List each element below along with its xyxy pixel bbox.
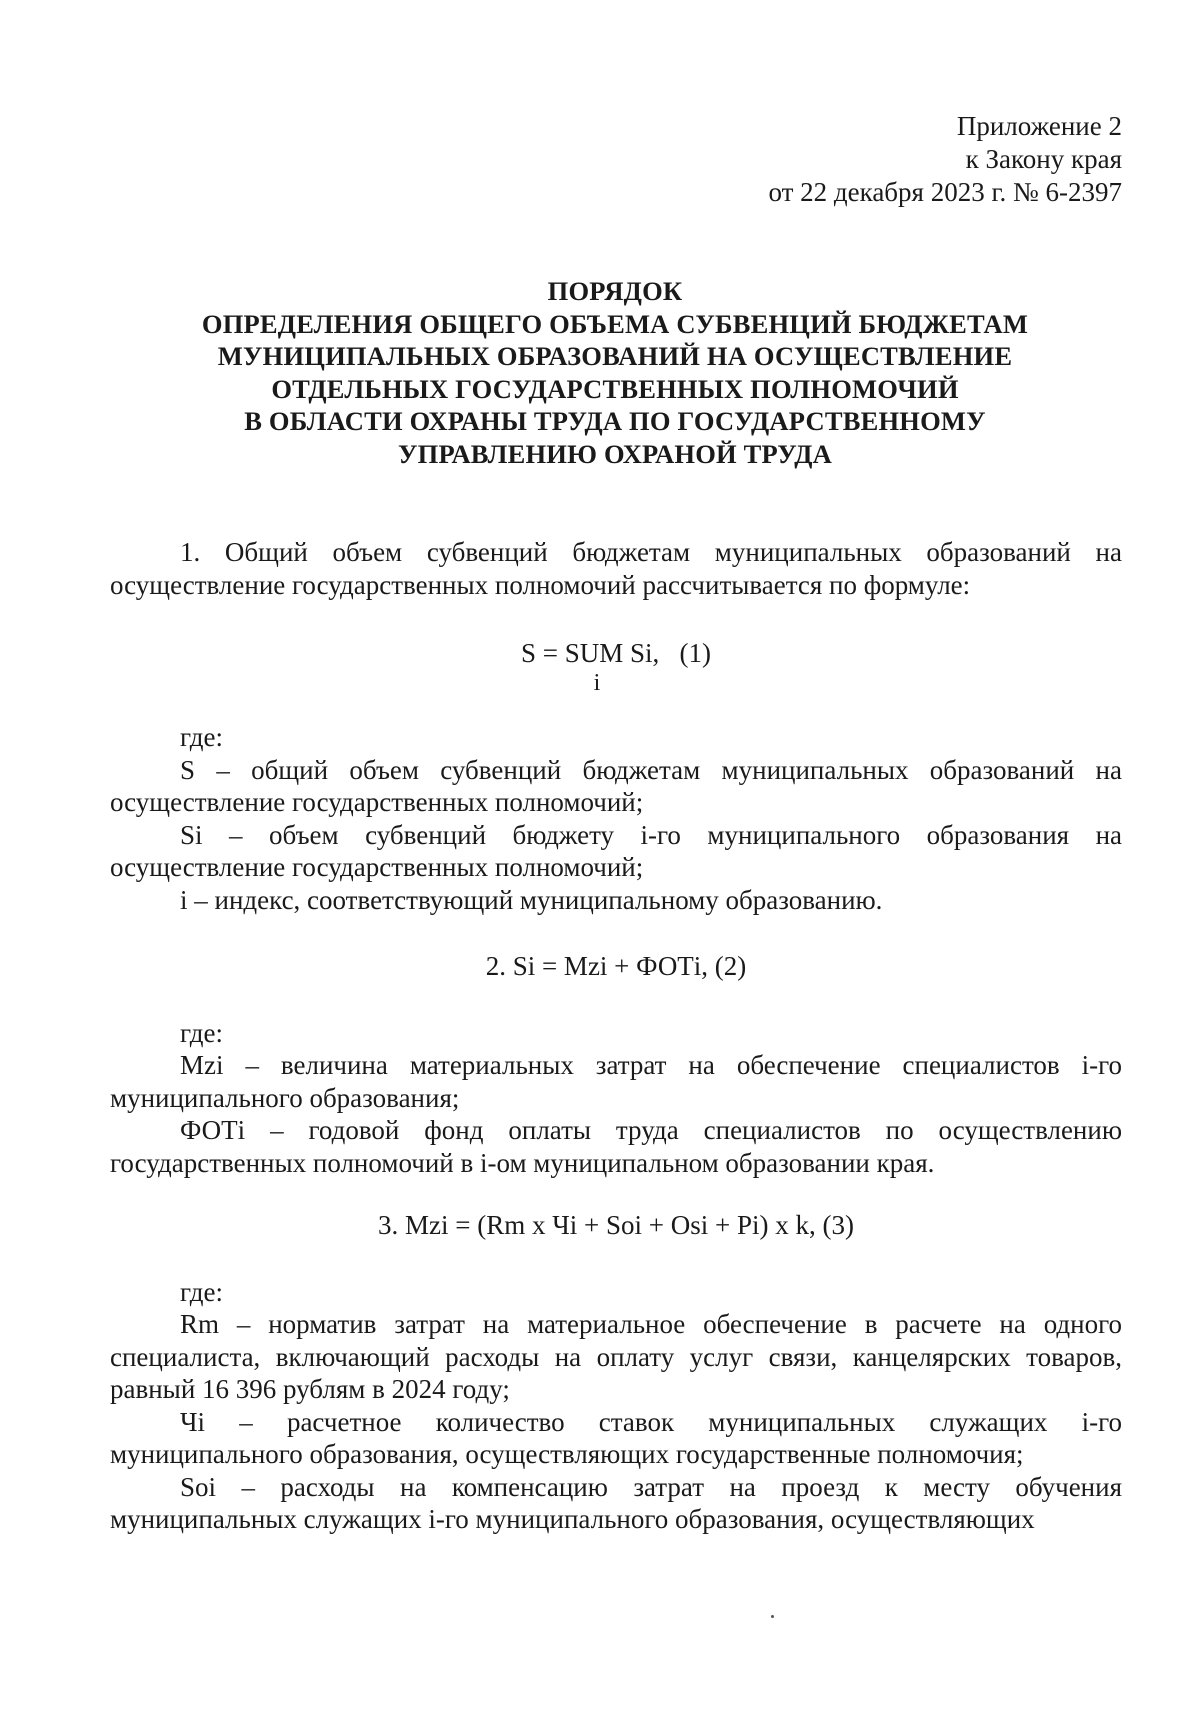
formula-3: 3. Mzi = (Rm x Чi + Soi + Osi + Pi) x k, (3) xyxy=(378,1210,854,1240)
document-title xyxy=(110,275,1120,470)
title-line-6: УПРАВЛЕНИЮ ОХРАНОЙ ТРУДА xyxy=(398,438,832,469)
definition-i: i – индекс, соответствующий муниципальному образованию. xyxy=(180,884,883,915)
title-line-5: В ОБЛАСТИ ОХРАНЫ ТРУДА ПО ГОСУДАРСТВЕННОМУ xyxy=(244,406,986,436)
title-line-4: ОТДЕЛЬНЫХ ГОСУДАРСТВЕННЫХ ПОЛНОМОЧИЙ xyxy=(271,373,959,404)
document-body xyxy=(110,536,1122,1536)
definition-soi: Soi – расходы на компенсацию затрат на проезд к месту обучения муниципальных служащих i-го муниципального образования, осуществляющих xyxy=(110,1471,1122,1534)
title-line-3: МУНИЦИПАЛЬНЫХ ОБРАЗОВАНИЙ НА ОСУЩЕСТВЛЕНИЕ xyxy=(217,341,1013,371)
formula-1 xyxy=(110,637,1122,721)
definition-si: Si – объем субвенций бюджету i-го муниципального образования на осуществление государственных полномочий; xyxy=(110,819,1122,882)
annex-number: Приложение 2 xyxy=(956,111,1122,141)
annex-law-date: от 22 декабря 2023 г. № 6-2397 xyxy=(768,177,1122,207)
definition-chi: Чi – расчетное количество ставок муниципальных служащих i-го муниципального образования, осуществляющих государственные полномочия; xyxy=(110,1406,1122,1469)
formula-2: 2. Si = Mzi + ФОТi, (2) xyxy=(485,951,747,981)
definition-foti: ФОТi – годовой фонд оплаты труда специалистов по осуществлению государственных полномочий в i-ом муниципальном образовании края. xyxy=(110,1115,1122,1178)
annex-law-ref: к Закону края xyxy=(965,144,1122,174)
title-line-2: ОПРЕДЕЛЕНИЯ ОБЩЕГО ОБЪЕМА СУБВЕНЦИЙ БЮДЖЕТАМ xyxy=(201,308,1029,339)
formula-1-subscript: i xyxy=(593,670,601,696)
definition-s: S – общий объем субвенций бюджетам муниципальных образований на осуществление государственных полномочий; xyxy=(110,754,1122,817)
definition-mzi: Mzi – величина материальных затрат на обеспечение специалистов i-го муниципального образования; xyxy=(110,1050,1122,1113)
annex-header xyxy=(768,110,1122,209)
definition-rm: Rm – норматив затрат на материальное обеспечение в расчете на одного специалиста, включающий расходы на оплату услуг связи, канцелярских товаров, равный 16 396 рублям в 2024 году; xyxy=(110,1309,1122,1404)
where-label-1: где: xyxy=(180,722,223,752)
scan-speck xyxy=(771,1615,774,1618)
formula-1-main: S = SUM Si, (1) xyxy=(520,638,711,668)
section-1-intro: 1. Общий объем субвенций бюджетам муниципальных образований на осуществление государственных полномочий рассчитывается по формуле: xyxy=(110,537,1122,600)
where-label-3: где: xyxy=(180,1276,223,1307)
where-label-2: где: xyxy=(180,1017,223,1048)
title-line-1: ПОРЯДОК xyxy=(547,276,683,306)
